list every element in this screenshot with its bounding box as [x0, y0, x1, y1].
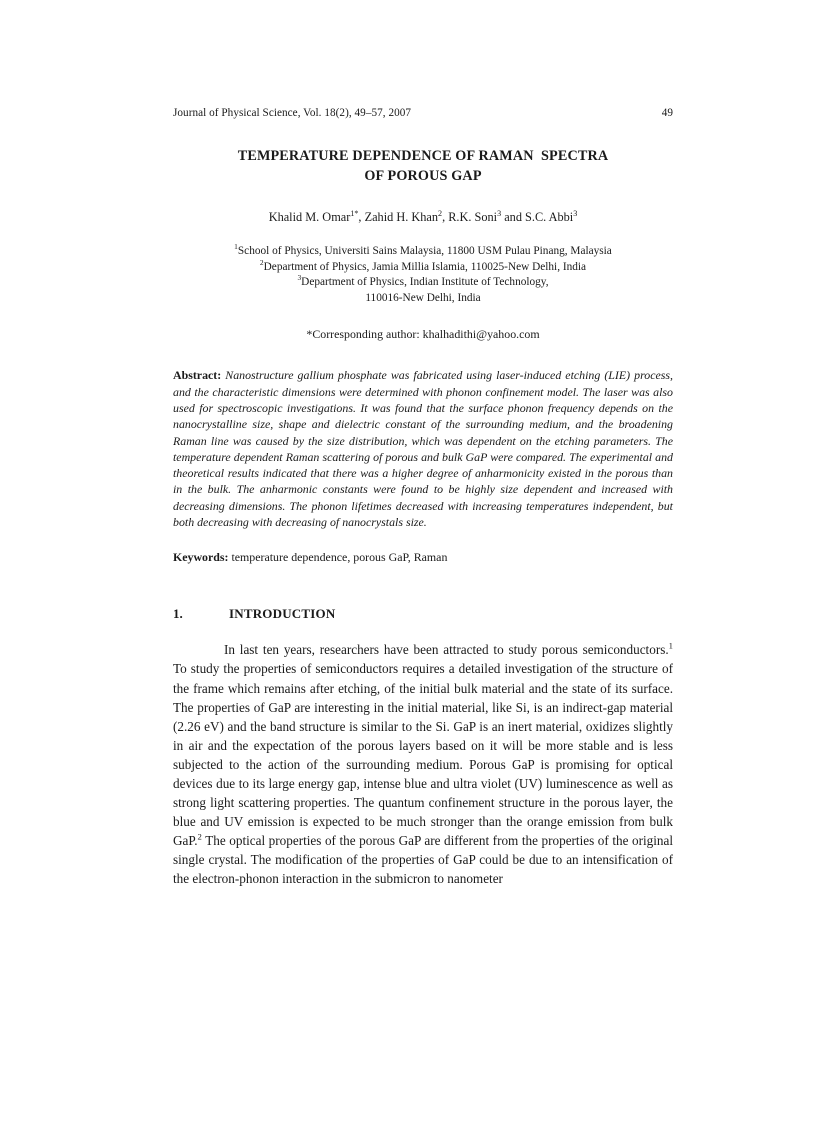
affiliation-item — [173, 291, 673, 307]
paragraph-text-part-2: To study the properties of semiconductors requires a detailed investigation of the structure of the frame which remains after etching, of the initial bulk material and the state of its surface. The properties of GaP are interesting in the initial material, like Si, is an indirect-gap material (2.26 eV) and the band structure is similar to the Si. GaP is an inert material, oxidizes slightly in air and the expectation of the porous layers based on it will be more stable and is less subjected to the action of the surrounding medium. Porous GaP is promising for optical devices due to its large energy gap, intense blue and ultra violet (UV) luminescence as well as strong light scattering properties. The quantum confinement structure in the porous layer, the blue and UV emission is expected to be much stronger than the orange emission from bulk GaP. — [173, 661, 673, 849]
affiliation-text: Department of Physics, Indian Institute of Technology, — [301, 276, 549, 289]
keywords-text: temperature dependence, porous GaP, Raman — [228, 550, 448, 565]
affiliation-marker: 2 — [259, 257, 264, 267]
affiliation-text: School of Physics, Universiti Sains Malaysia, 11800 USM Pulau Pinang, Malaysia — [237, 245, 612, 257]
affiliation-item — [173, 257, 673, 276]
affiliation-text: 110016-New Delhi, India — [365, 291, 481, 304]
keywords-label: Keywords: — [173, 550, 229, 565]
author-separator-1: , — [358, 210, 365, 224]
author-marker-2: 2 — [438, 208, 443, 218]
keywords-block — [173, 549, 673, 565]
author-list — [173, 209, 673, 225]
section-title: INTRODUCTION — [229, 606, 336, 622]
abstract-label: Abstract: — [173, 368, 222, 383]
corresponding-author-email: *Corresponding author: khalhadithi@yahoo.com — [306, 327, 540, 342]
author-name-2: Zahid H. Khan — [364, 210, 438, 224]
citation-ref-2: 2 — [197, 831, 202, 842]
abstract-text: Nanostructure gallium phosphate was fabricated using laser-induced etching (LIE) process, and the characteristic dimensions were determined with phonon confinement model. The laser was also used for spectroscopic investigations. It was found that the surface phonon frequency depends on the nanocrystalline size, shape and dielectric constant of the surrounding medium, and the broadening Raman line was caused by the size distribution, which was dependent on the etching parameters. The temperature dependent Raman scattering of porous and bulk GaP were compared. The experimental and theoretical results indicated that there was a higher degree of anharmonicity existed in the porous than in the bulk. The anharmonic constants were found to be highly size dependent and increased with decreasing dimensions. The phonon lifetimes decreased with increasing temperatures independent, but both decreasing with decreasing of nanocrystals size. — [173, 368, 673, 530]
author-name-3: R.K. Soni — [448, 210, 498, 224]
author-separator-2: , — [442, 210, 449, 224]
abstract-block — [173, 367, 673, 530]
author-name-4: S.C. Abbi — [525, 210, 574, 224]
paragraph-text-part-3: The optical properties of the porous GaP are different from the properties of the original single crystal. The modification of the properties of GaP could be due to an intensification of the electron-phonon interaction in the submicron to nanometer — [173, 833, 673, 887]
author-name-1: Khalid M. Omar — [268, 210, 351, 224]
page-title — [173, 146, 673, 186]
author-marker-3: 3 — [497, 208, 502, 218]
affiliation-marker: 1 — [234, 242, 238, 252]
section-heading-introduction — [173, 605, 673, 623]
title-line-2: OF POROUS GAP — [364, 168, 482, 184]
journal-citation: Journal of Physical Science, Vol. 18(2), 49–57, 2007 — [173, 107, 412, 119]
author-marker-4: 3 — [573, 208, 578, 218]
section-number: 1. — [173, 606, 183, 622]
affiliation-item — [173, 275, 673, 291]
corresponding-author-line — [173, 327, 673, 342]
title-line-1: TEMPERATURE DEPENDENCE OF RAMAN SPECTRA — [237, 148, 609, 164]
author-marker-1: 1* — [350, 208, 359, 218]
running-head — [173, 106, 673, 120]
author-separator-3: and — [501, 210, 526, 224]
affiliation-marker: 3 — [297, 273, 302, 283]
citation-ref-1: 1 — [668, 640, 673, 651]
affiliation-list — [173, 244, 673, 306]
affiliation-item — [173, 244, 673, 260]
introduction-paragraph — [173, 640, 673, 888]
affiliation-text: Department of Physics, Jamia Millia Islamia, 110025-New Delhi, India — [263, 260, 587, 273]
page-content — [173, 106, 673, 889]
page-number: 49 — [661, 107, 673, 119]
paragraph-text-part-1: In last ten years, researchers have been attracted to study porous semiconductors. — [224, 642, 669, 658]
